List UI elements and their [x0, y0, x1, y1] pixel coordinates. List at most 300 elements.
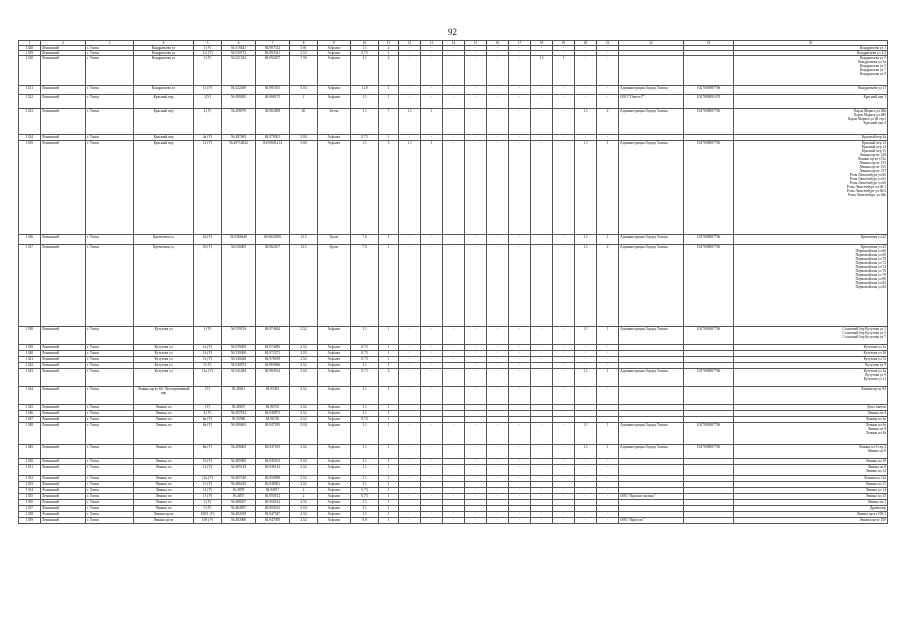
table-cell: 1.1 [351, 95, 379, 109]
table-cell: г. Томск [86, 327, 134, 345]
table-cell: 84.962107 [256, 245, 290, 327]
table-cell: Ленинский [41, 141, 86, 235]
address-line: Кремлевая ул 43 [860, 245, 886, 249]
table-cell: 1348 [19, 423, 41, 445]
table-cell: 100/1 (У) [194, 512, 222, 518]
table-cell: - [509, 518, 531, 524]
table-cell: 2.52 [290, 417, 318, 423]
table-cell: Ленина пл [134, 506, 194, 512]
address-line: Кондратьева ул 11 [858, 86, 886, 90]
table-cell: 56.520172 [222, 51, 256, 56]
address-line: Кондратьева ул 5 [859, 56, 886, 60]
table-cell: г. Томск [86, 86, 134, 95]
table-cell: - [531, 357, 553, 363]
table-cell: ООО "Красное кольцо" [619, 494, 684, 500]
address-line: Кутузова ул 4а [863, 369, 886, 373]
table-cell: 2 [290, 95, 318, 109]
header-cell: 13 [421, 41, 443, 46]
table-cell: - [443, 46, 465, 51]
table-cell: 1338 [19, 327, 41, 345]
table-cell: - [597, 387, 619, 405]
table-cell: 7.6 [351, 245, 379, 327]
table-cell: 2 [290, 494, 318, 500]
table-cell: 84.956512 [256, 500, 290, 506]
table-cell: - [509, 351, 531, 357]
table-cell: 2.52 [290, 345, 318, 351]
table-cell: 84.969534 [256, 369, 290, 387]
table-cell: 1.1 [351, 141, 379, 235]
table-cell: - [465, 363, 487, 369]
table-cell: Ленинский [41, 476, 86, 482]
table-cell: г. Томск [86, 417, 134, 423]
table-cell: 56.498465 [222, 423, 256, 445]
header-cell: 25 [734, 41, 888, 46]
table-cell: - [509, 357, 531, 363]
address-line: Ленина пр-кт 155 [859, 165, 886, 169]
table-cell: - [553, 327, 575, 345]
table-cell: г. Томск [86, 369, 134, 387]
table-cell: 12 (У) [194, 465, 222, 476]
table-cell: Ленинский [41, 506, 86, 512]
table-cell: - [531, 46, 553, 51]
address-line: Первомайская ул 69 [855, 253, 886, 257]
header-cell: 16 [487, 41, 509, 46]
table-cell: - [421, 518, 443, 524]
addresses-cell [734, 56, 888, 86]
table-cell: 1349 [19, 445, 41, 459]
addresses-cell [734, 235, 888, 245]
table-cell: - [487, 109, 509, 135]
table-cell: 84.950512 [256, 506, 290, 512]
table-cell: Грунт [318, 245, 351, 327]
table-cell: 56.541484 [222, 369, 256, 387]
table-cell: - [465, 512, 487, 518]
table-cell: - [465, 51, 487, 56]
table-cell: 1.1 [575, 245, 597, 327]
table-cell: - [597, 363, 619, 369]
table-cell: - [531, 518, 553, 524]
table-cell: 1.1 [351, 405, 379, 411]
table-cell: - [443, 369, 465, 387]
table-cell: 5.60 [290, 141, 318, 235]
table-cell: Ленинский [41, 327, 86, 345]
table-cell: Асфальт [318, 411, 351, 417]
table-cell: - [531, 369, 553, 387]
table-cell: Ленинский [41, 351, 86, 357]
table-cell: 84.945102 [256, 459, 290, 465]
table-cell: - [399, 465, 421, 476]
table-cell: - [509, 488, 531, 494]
table-cell: Асфальт [318, 465, 351, 476]
table-cell: - [399, 46, 421, 51]
header-cell: 20 [575, 41, 597, 46]
table-cell: 1334 [19, 135, 41, 141]
table-cell: - [531, 135, 553, 141]
table-cell: Асфальт [318, 506, 351, 512]
table-cell: 1.1 [351, 56, 379, 86]
table-cell: Кондратьева ул [134, 56, 194, 86]
table-cell: - [443, 245, 465, 327]
table-cell: 1.1 [351, 363, 379, 369]
table-cell: 56.492068 [222, 518, 256, 524]
table-cell: Ленина пр-кт [134, 518, 194, 524]
table-cell: 4а (У) [194, 135, 222, 141]
table-cell: - [531, 387, 553, 405]
table-cell: - [421, 327, 443, 345]
table-cell: ООО "Кристал" [619, 518, 684, 524]
table-cell: - [575, 518, 597, 524]
table-cell: 1 [379, 351, 399, 357]
table-cell: - [575, 46, 597, 51]
table-cell: - [443, 387, 465, 405]
addresses-cell [734, 387, 888, 405]
table-cell: 1340 [19, 351, 41, 357]
table-cell: Асфальт [318, 405, 351, 411]
table-cell: - [575, 56, 597, 86]
table-cell: - [597, 351, 619, 357]
table-cell: - [531, 245, 553, 327]
table-cell: - [421, 51, 443, 56]
table-cell: - [553, 476, 575, 482]
table-cell: г. Томск [86, 46, 134, 51]
table-cell: Асфальт [318, 141, 351, 235]
table-cell: 8а (У) [194, 423, 222, 445]
table-cell: - [399, 512, 421, 518]
table-cell: - [487, 465, 509, 476]
table-cell: Кутузова ул [134, 327, 194, 345]
address-line: Карла Маркса ул 48а [854, 109, 886, 113]
table-cell: Ленинский [41, 95, 86, 109]
table-cell [619, 465, 684, 476]
table-cell: - [443, 459, 465, 465]
table-cell: - [399, 357, 421, 363]
table-cell: - [399, 327, 421, 345]
table-cell: - [487, 345, 509, 351]
table-cell: - [597, 46, 619, 51]
table-cell: 3 [379, 141, 399, 235]
table-cell: 7.56 [290, 56, 318, 86]
table-cell: Кутузова ул [134, 363, 194, 369]
table-cell: - [553, 488, 575, 494]
table-cell: 4 (У) [194, 109, 222, 135]
table-cell: Асфальт [318, 51, 351, 56]
table-cell: - [421, 494, 443, 500]
table-cell: 84.972371 [256, 351, 290, 357]
table-cell: - [443, 518, 465, 524]
table-cell: 1 [379, 445, 399, 459]
table-cell: 1027000887706 [684, 109, 734, 135]
address-line: Розы Люксембург ул 60/1 [846, 185, 886, 189]
table-cell: 84.992321 [256, 51, 290, 56]
table-cell: - [399, 387, 421, 405]
address-line: Красный пер 1 [863, 95, 886, 99]
table-cell: 84.974286 [256, 345, 290, 351]
table-cell: - [531, 141, 553, 235]
address-line: Первомайская ул 72 [855, 261, 886, 265]
address-line: Розы Люксембург ул 62 [849, 177, 886, 181]
address-line: Кутузова ул 9 [865, 373, 886, 377]
header-cell: 3 [86, 41, 134, 46]
address-line: Ленина пл 8а [865, 431, 886, 435]
table-cell: - [465, 369, 487, 387]
table-cell: - [553, 95, 575, 109]
table-cell: 56.536005 [222, 245, 256, 327]
table-cell: Асфальт [318, 417, 351, 423]
table-cell: 1351 [19, 465, 41, 476]
table-cell: 1 [379, 135, 399, 141]
table-cell: 84.991555 [256, 86, 290, 95]
table-cell: 1.1 [351, 387, 379, 405]
table-cell: 56.484597 [222, 506, 256, 512]
table-cell: - [465, 459, 487, 465]
table-cell: 1 [597, 235, 619, 245]
table-cell: - [531, 86, 553, 95]
address-line: Первомайская ул 66 [855, 249, 886, 253]
table-cell: 1 [421, 109, 443, 135]
table-cell: 1.1 [351, 327, 379, 345]
table-cell: 56.540248 [222, 357, 256, 363]
table-cell: 56.488457 [222, 500, 256, 506]
table-cell: Ленинский [41, 500, 86, 506]
table-cell: Красный пер [134, 141, 194, 235]
table-cell: - [465, 86, 487, 95]
addresses-cell [734, 445, 888, 459]
table-cell: 12 (У) [194, 141, 222, 235]
table-cell: 1 [379, 488, 399, 494]
table-cell: - [443, 345, 465, 351]
table-cell: Асфальт [318, 482, 351, 488]
table-cell: 2 [379, 369, 399, 387]
table-cell: г. Томск [86, 506, 134, 512]
table-cell: 2.52 [290, 518, 318, 524]
table-cell: 1.1 [351, 500, 379, 506]
table-row [19, 86, 888, 95]
table-cell: 1.1 [351, 445, 379, 459]
table-cell: - [487, 459, 509, 465]
table-cell: - [597, 51, 619, 56]
table-cell: 1027000887706 [684, 235, 734, 245]
address-line: Ленина пр-кт 84 [861, 387, 886, 391]
table-cell: 1.1 [351, 459, 379, 465]
table-cell: - [443, 56, 465, 86]
header-cell: 9 [318, 41, 351, 46]
table-cell: - [509, 245, 531, 327]
address-line: Первомайская ул 78 [855, 273, 886, 277]
table-cell: Ленина пр-кт 84 / Кооперативный пер [134, 387, 194, 405]
table-cell: Ленинский [41, 109, 86, 135]
table-cell: 1а (У) [194, 345, 222, 351]
table-cell: 1 [379, 387, 399, 405]
table-cell: 84.947347 [256, 512, 290, 518]
address-line: Розы Люксембург ул 68а [848, 193, 886, 197]
table-cell: г. Томск [86, 518, 134, 524]
header-cell: 1 [19, 41, 41, 46]
table-cell: г. Томск [86, 345, 134, 351]
table-cell: 1355 [19, 494, 41, 500]
table-row [19, 465, 888, 476]
table-cell: - [487, 51, 509, 56]
table-cell: Асфальт [318, 86, 351, 95]
header-cell: 12 [399, 41, 421, 46]
table-cell: Администрация Города Томска [619, 86, 684, 95]
table-cell: - [509, 445, 531, 459]
table-cell: Ленина пл [134, 405, 194, 411]
table-cell: - [553, 512, 575, 518]
table-cell: 2.52 [290, 363, 318, 369]
table-cell: 13 (У) [194, 482, 222, 488]
table-row [19, 387, 888, 405]
table-cell: 2 [290, 488, 318, 494]
table-cell: Бетон [318, 109, 351, 135]
table-cell: - [509, 235, 531, 245]
table-cell [684, 518, 734, 524]
table-cell: - [575, 494, 597, 500]
table-cell: 56.497465 [222, 135, 256, 141]
table-cell: 1.1 [575, 369, 597, 387]
address-line: Кутузова ул 7а [863, 357, 886, 361]
table-cell: Асфальт [318, 95, 351, 109]
table-cell: 1330 [19, 56, 41, 86]
table-cell: Кондратьева ул [134, 46, 194, 51]
table-cell [684, 387, 734, 405]
table-cell: 1 [379, 423, 399, 445]
table-cell: - [531, 351, 553, 357]
table-cell: 5.81 [290, 46, 318, 51]
table-cell: г. Томск [86, 351, 134, 357]
table-cell: 1 [379, 327, 399, 345]
table-cell: - [399, 423, 421, 445]
table-cell: 1 [379, 245, 399, 327]
header-cell: 23 [684, 41, 734, 46]
table-cell: - [531, 423, 553, 445]
table-cell: г. Томск [86, 512, 134, 518]
header-cell: 21 [597, 41, 619, 46]
header-cell: 5 [194, 41, 222, 46]
table-cell: - [509, 327, 531, 345]
table-cell: 56.487418 [222, 476, 256, 482]
address-line: Ленина пр-кт 157 [859, 169, 886, 173]
table-cell: г. Томск [86, 135, 134, 141]
address-line: Первомайская ул 82 [855, 281, 886, 285]
table-cell: 7а (У) [194, 357, 222, 363]
table-cell: 84.968175 [256, 95, 290, 109]
table-cell: - [421, 387, 443, 405]
table-cell: 1 [379, 51, 399, 56]
table-cell: Ленина пл [134, 445, 194, 459]
address-line: Розы Люксембург ул 60 [849, 173, 886, 177]
table-cell: 1 [379, 235, 399, 245]
table-cell: г. Томск [86, 465, 134, 476]
table-cell: - [487, 369, 509, 387]
table-cell: - [487, 56, 509, 86]
table-cell: 5 (У) [194, 506, 222, 512]
table-cell: 1027000887706 [684, 369, 734, 387]
table-cell: - [597, 476, 619, 482]
table-cell: - [553, 235, 575, 245]
table-cell: 84.950098 [256, 476, 290, 482]
table-cell: - [443, 465, 465, 476]
table-cell: Ленинский [41, 417, 86, 423]
table-cell: - [575, 86, 597, 95]
table-cell: - [597, 488, 619, 494]
table-cell: Ленинский [41, 465, 86, 476]
address-line: Кондратьева ул 1/2 [857, 51, 886, 55]
addresses-cell [734, 423, 888, 445]
table-cell: 1.1 [351, 465, 379, 476]
table-cell: Ленина пл [134, 494, 194, 500]
table-cell: - [421, 488, 443, 494]
table-cell: - [465, 518, 487, 524]
table-cell: Асфальт [318, 488, 351, 494]
address-line: Драмтеатр [869, 506, 886, 510]
table-cell: - [443, 235, 465, 245]
table-cell: Администрация Города Томска [619, 109, 684, 135]
table-cell: 1 [379, 95, 399, 109]
address-line: Кондратьева ул 7 [859, 68, 886, 72]
table-cell: Ленинский [41, 357, 86, 363]
table-cell: Асфальт [318, 518, 351, 524]
table-row [19, 445, 888, 459]
table-cell: 1352 [19, 476, 41, 482]
table-cell: г. Томск [86, 235, 134, 245]
table-cell: 1341 [19, 357, 41, 363]
address-line: Ленина пл 13 [865, 482, 886, 486]
table-cell: - [553, 135, 575, 141]
table-cell: Кутузова ул [134, 369, 194, 387]
table-cell: (У) [194, 405, 222, 411]
table-cell: Ленинский [41, 245, 86, 327]
table-cell: Асфальт [318, 512, 351, 518]
address-line: Ленина пр-кт 149 [859, 153, 886, 157]
table-cell: - [421, 369, 443, 387]
table-cell: 56.49714822 [222, 141, 256, 235]
table-cell: 1 [379, 86, 399, 95]
table-cell: - [575, 476, 597, 482]
table-cell: - [553, 46, 575, 51]
table-cell: Ленинский [41, 405, 86, 411]
table-cell: 5.04 [290, 86, 318, 95]
table-cell: - [575, 512, 597, 518]
table-cell: - [465, 476, 487, 482]
table-cell: - [553, 369, 575, 387]
table-cell: - [509, 476, 531, 482]
header-cell: 7 [256, 41, 290, 46]
table-cell: 1.1 [351, 423, 379, 445]
table-cell: - [487, 363, 509, 369]
table-cell: 56.485900 [222, 459, 256, 465]
table-cell: - [597, 459, 619, 465]
table-cell: - [443, 351, 465, 357]
table-cell: Ленинский [41, 235, 86, 245]
address-line: Первомайская ул 74 [855, 265, 886, 269]
table-cell: 9 (У) [194, 363, 222, 369]
table-cell: Асфальт [318, 459, 351, 465]
table-cell: - [399, 95, 421, 109]
table-cell: - [399, 363, 421, 369]
table-row [19, 141, 888, 235]
table-cell: - [487, 245, 509, 327]
table-cell: 1 [379, 357, 399, 363]
table-cell: Ленинский [41, 369, 86, 387]
table-cell: Ленинский [41, 387, 86, 405]
table-cell: - [443, 363, 465, 369]
table-cell: Асфальт [318, 351, 351, 357]
table-cell: - [597, 518, 619, 524]
table-cell: 7 [379, 109, 399, 135]
table-cell: Кремлевая ул [134, 235, 194, 245]
table-cell: - [487, 135, 509, 141]
table-cell: 1.1 [531, 56, 553, 86]
